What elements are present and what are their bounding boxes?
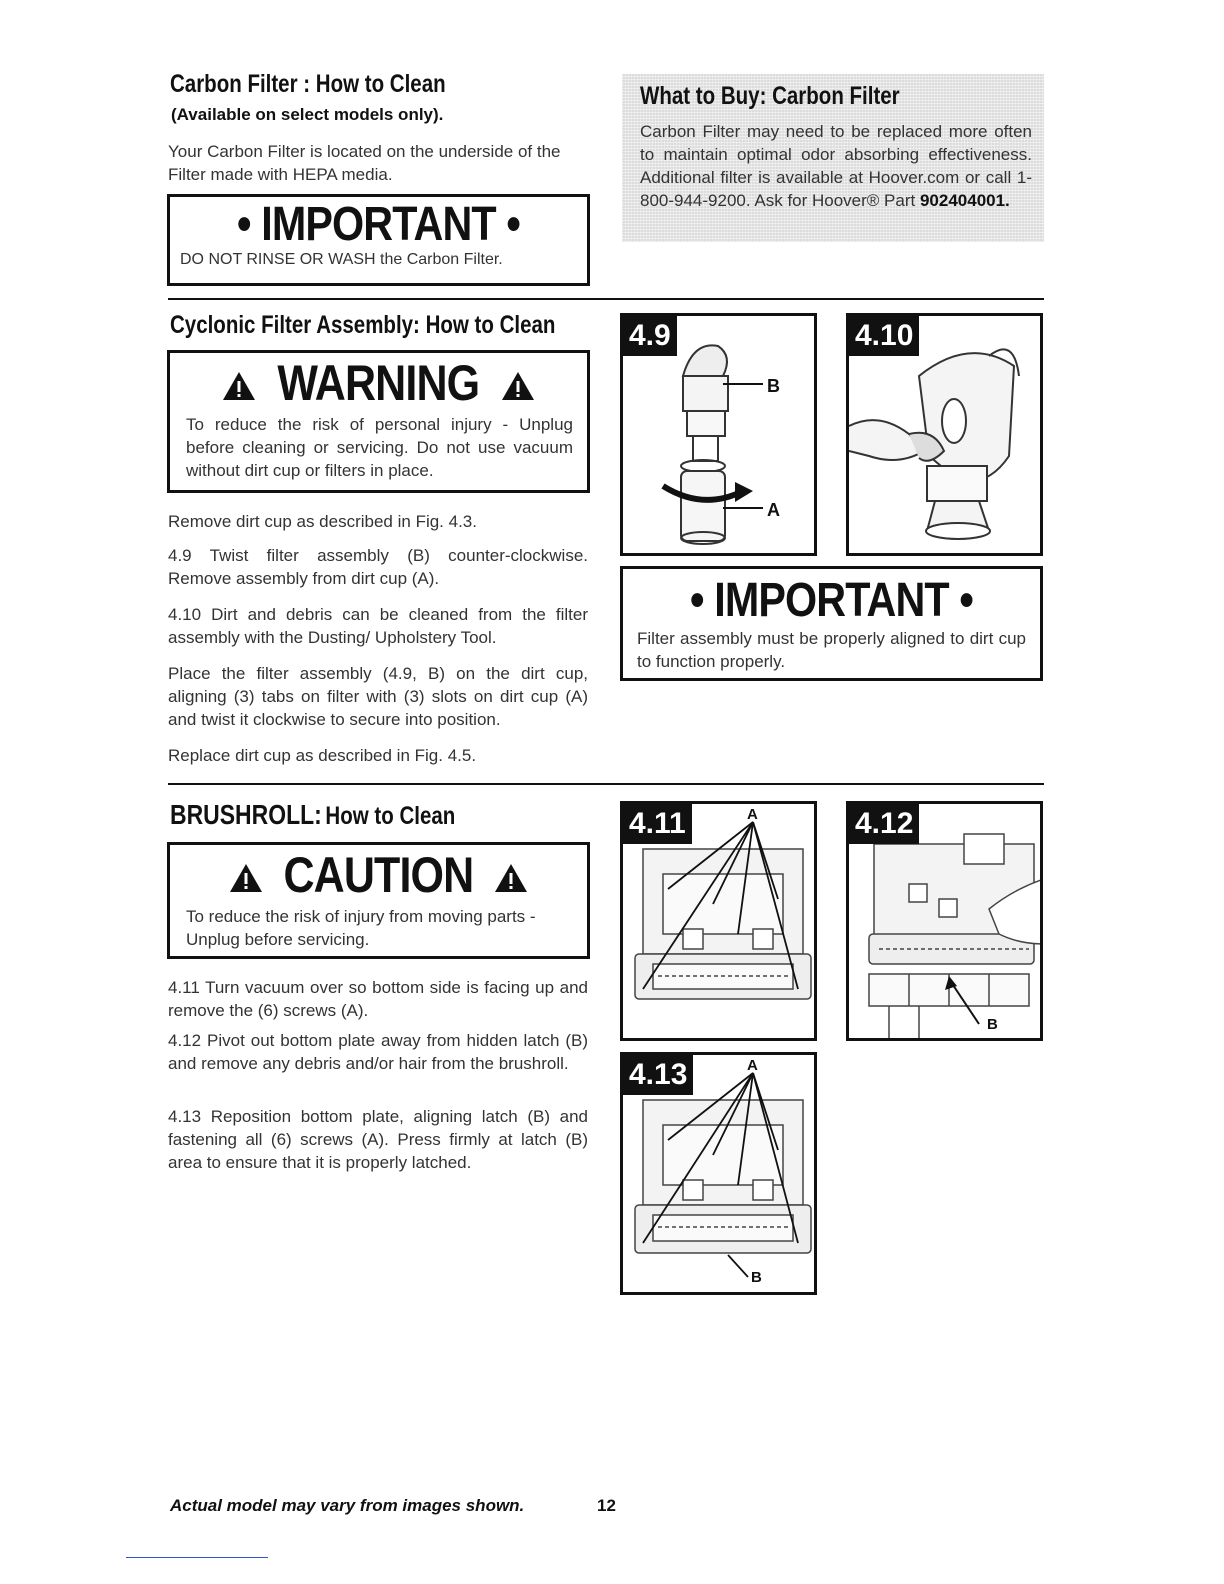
filter-important-text: Filter assembly must be properly aligned to dirt cup to function properly. [637,629,1026,671]
brushroll-p1: 4.11 Turn vacuum over so bottom side is facing up and remove the (6) screws (A). [168,978,588,1020]
figure-4-13-tag: 4.13 [623,1055,693,1095]
brushroll-title [170,799,455,831]
page-number: 12 [597,1496,616,1515]
brushroll-p3: 4.13 Reposition bottom plate, aligning latch (B) and fastening all (6) screws (A). Press firmly at latch (B) area to ensure that it is properly latched. [168,1107,588,1172]
brushroll-title-main: BRUSHROLL: [170,799,322,830]
cyclonic-p1: Remove dirt cup as described in Fig. 4.3. [168,512,477,531]
carbon-important-head: • IMPORTANT • [237,198,520,251]
figure-4-12-tag: 4.12 [849,804,919,844]
part-number: 902404001. [919,191,1010,210]
figure-4-13 [620,1052,817,1295]
brushroll-p2: 4.12 Pivot out bottom plate away from hidden latch (B) and remove any debris and/or hair from the brushroll. [168,1031,588,1073]
caution-head: CAUTION [283,847,474,903]
what-to-buy-title: What to Buy: Carbon Filter [640,82,900,110]
caution-text: To reduce the risk of injury from moving parts - Unplug before servicing. [186,907,536,949]
carbon-important-box [167,194,590,286]
filter-important-box [620,566,1043,681]
cyclonic-p5: Replace dirt cup as described in Fig. 4.5. [168,746,477,765]
figure-4-13-label-b: B [751,1269,762,1286]
caution-icon [228,862,264,894]
cyclonic-p3: 4.10 Dirt and debris can be cleaned from the filter assembly with the Dusting/ Upholstery Tool. [168,605,588,647]
figure-4-10 [846,313,1043,556]
brushroll-title-rest: How to Clean [325,802,456,830]
what-to-buy-text [640,120,1032,212]
warning-box [167,350,590,493]
warning-icon [500,370,536,402]
figure-4-9-label-a: A [767,500,780,520]
carbon-title: Carbon Filter : How to Clean [170,70,446,98]
figure-4-11-tag: 4.11 [623,804,692,844]
figure-4-13-label-a: A [747,1057,758,1074]
cyclonic-title: Cyclonic Filter Assembly: How to Clean [170,311,556,339]
warning-head: WARNING [277,355,480,411]
carbon-important-text: DO NOT RINSE OR WASH the Carbon Filter. [180,251,503,268]
carbon-body: Your Carbon Filter is located on the underside of the Filter made with HEPA media. [168,142,561,184]
figure-4-12-label-b: B [987,1016,998,1033]
footer-note: Actual model may vary from images shown. [170,1496,525,1515]
divider-2 [168,783,1044,785]
divider-1 [168,298,1044,300]
bottom-link-line [126,1557,268,1558]
caution-icon [493,862,529,894]
figure-4-12 [846,801,1043,1041]
figure-4-9-label-b: B [767,376,780,396]
filter-important-head: • IMPORTANT • [690,574,973,627]
what-to-buy-body: Carbon Filter may need to be replaced more often to maintain optimal odor absorbing effectiveness. Additional filter is available at Hoover.com or call 1-800-944-9200. Ask for Hoover® Part [640,122,1032,210]
cyclonic-p2: 4.9 Twist filter assembly (B) counter-clockwise. Remove assembly from dirt cup (A). [168,546,588,588]
what-to-buy-box [622,74,1044,242]
figure-4-9-tag: 4.9 [623,316,677,356]
figure-4-11 [620,801,817,1041]
caution-box [167,842,590,959]
cyclonic-p4: Place the filter assembly (4.9, B) on the dirt cup, aligning (3) tabs on filter with (3) slots on dirt cup (A) and twist it clockwise to secure into position. [168,664,588,729]
figure-4-11-label-a: A [747,806,758,823]
warning-text: To reduce the risk of personal injury - Unplug before cleaning or servicing. Do not use vacuum without dirt cup or filters in place. [186,415,573,480]
carbon-subtitle: (Available on select models only). [171,105,444,124]
warning-icon [221,370,257,402]
figure-4-10-tag: 4.10 [849,316,919,356]
figure-4-9 [620,313,817,556]
